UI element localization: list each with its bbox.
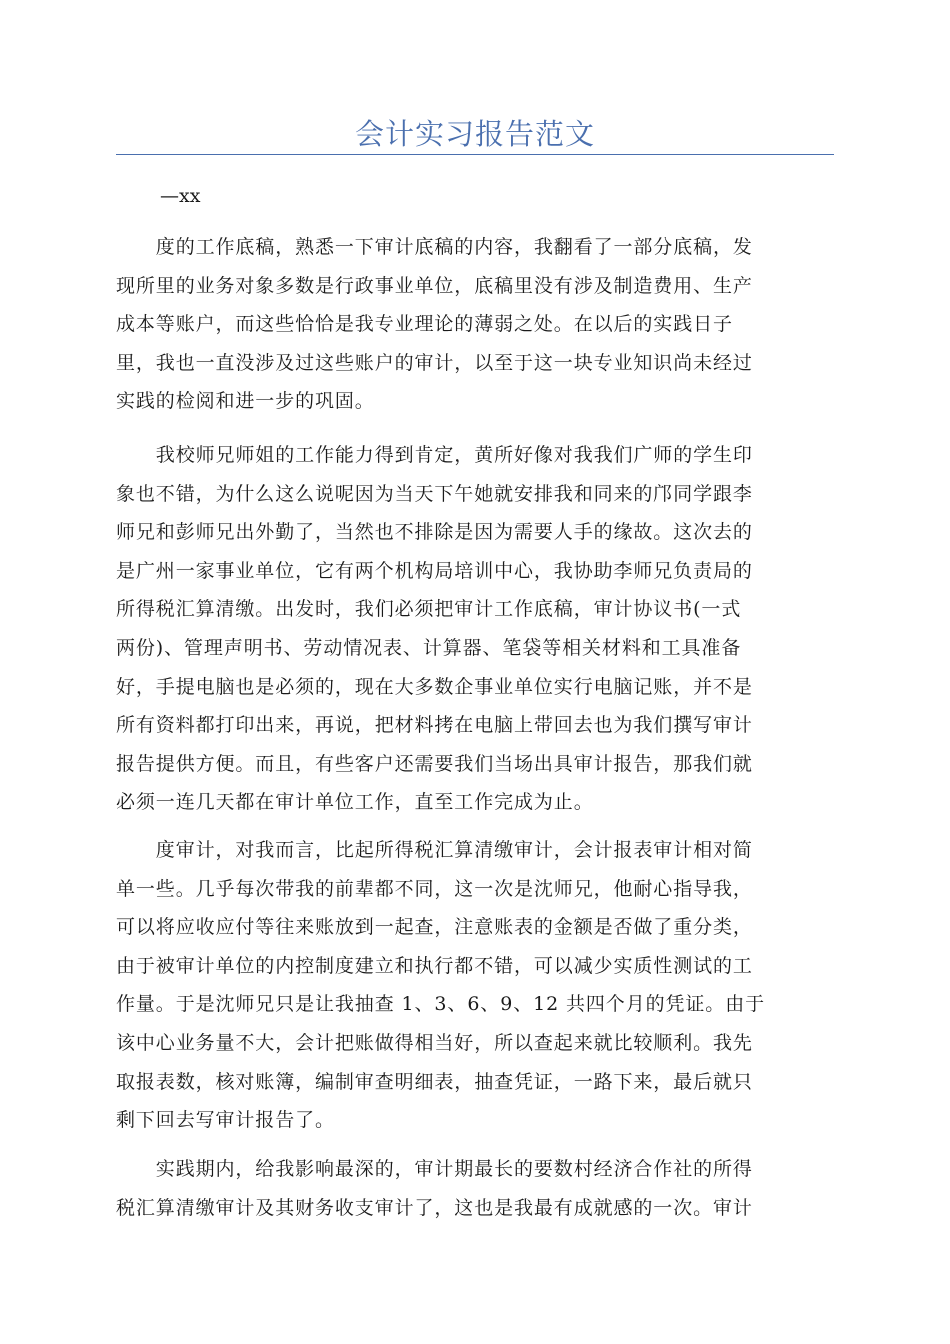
paragraph-line: 必须一连几天都在审计单位工作，直至工作完成为止。 — [116, 791, 594, 814]
paragraph-line: 可以将应收应付等往来账放到一起查，注意账表的金额是否做了重分类， — [116, 916, 753, 939]
paragraph-line: 是广州一家事业单位，它有两个机构局培训中心，我协助李师兄负责局的 — [116, 559, 753, 582]
paragraph-1 — [116, 228, 834, 421]
paragraph-line: 该中心业务量不大，会计把账做得相当好，所以查起来就比较顺利。我先 — [116, 1031, 753, 1054]
paragraph-line: 现所里的业务对象多数是行政事业单位，底稿里没有涉及制造费用、生产 — [116, 274, 753, 297]
paragraph-line: 报告提供方便。而且，有些客户还需要我们当场出具审计报告，那我们就 — [116, 752, 753, 775]
paragraph-line: 所得税汇算清缴。出发时，我们必须把审计工作底稿，审计协议书(一式 — [116, 598, 742, 621]
paragraph-3 — [116, 831, 834, 1140]
paragraph-line: 好，手提电脑也是必须的，现在大多数企事业单位实行电脑记账，并不是 — [116, 675, 753, 698]
paragraph-line: 税汇算清缴审计及其财务收支审计了，这也是我最有成就感的一次。审计 — [116, 1196, 753, 1219]
paragraph-line: 度审计，对我而言，比起所得税汇算清缴审计，会计报表审计相对简 — [116, 839, 753, 861]
paragraph-line: 实践期内，给我影响最深的，审计期最长的要数村经济合作社的所得 — [116, 1158, 753, 1180]
byline: —xx — [160, 185, 201, 207]
paragraph-2 — [116, 436, 834, 822]
paragraph-line: 度的工作底稿，熟悉一下审计底稿的内容，我翻看了一部分底稿，发 — [116, 236, 753, 258]
paragraph-line: 取报表数，核对账簿，编制审查明细表，抽查凭证，一路下来，最后就只 — [116, 1070, 753, 1093]
paragraph-line: 象也不错，为什么这么说呢因为当天下午她就安排我和同来的邝同学跟李 — [116, 482, 753, 505]
document-title: 会计实习报告范文 — [354, 117, 595, 151]
paragraph-line: 由于被审计单位的内控制度建立和执行都不错，可以减少实质性测试的工 — [116, 954, 753, 977]
paragraph-4 — [116, 1150, 834, 1227]
paragraph-line: 实践的检阅和进一步的巩固。 — [116, 390, 375, 413]
paragraph-line: 作量。于是沈师兄只是让我抽查 1、3、6、9、12 共四个月的凭证。由于 — [116, 993, 766, 1016]
paragraph-line: 里，我也一直没涉及过这些账户的审计，以至于这一块专业知识尚未经过 — [116, 351, 753, 374]
paragraph-line: 剩下回去写审计报告了。 — [116, 1109, 335, 1132]
paragraph-line: 所有资料都打印出来，再说，把材料拷在电脑上带回去也为我们撰写审计 — [116, 714, 753, 737]
paragraph-line: 我校师兄师姐的工作能力得到肯定，黄所好像对我我们广师的学生印 — [116, 444, 753, 466]
paragraph-line: 两份)、管理声明书、劳动情况表、计算器、笔袋等相关材料和工具准备 — [116, 636, 742, 659]
title-underline — [116, 154, 834, 155]
paragraph-line: 成本等账户，而这些恰恰是我专业理论的薄弱之处。在以后的实践日子 — [116, 313, 733, 336]
paragraph-line: 单一些。几乎每次带我的前辈都不同，这一次是沈师兄，他耐心指导我， — [116, 877, 753, 900]
paragraph-line: 师兄和彭师兄出外勤了，当然也不排除是因为需要人手的缘故。这次去的 — [116, 521, 753, 544]
